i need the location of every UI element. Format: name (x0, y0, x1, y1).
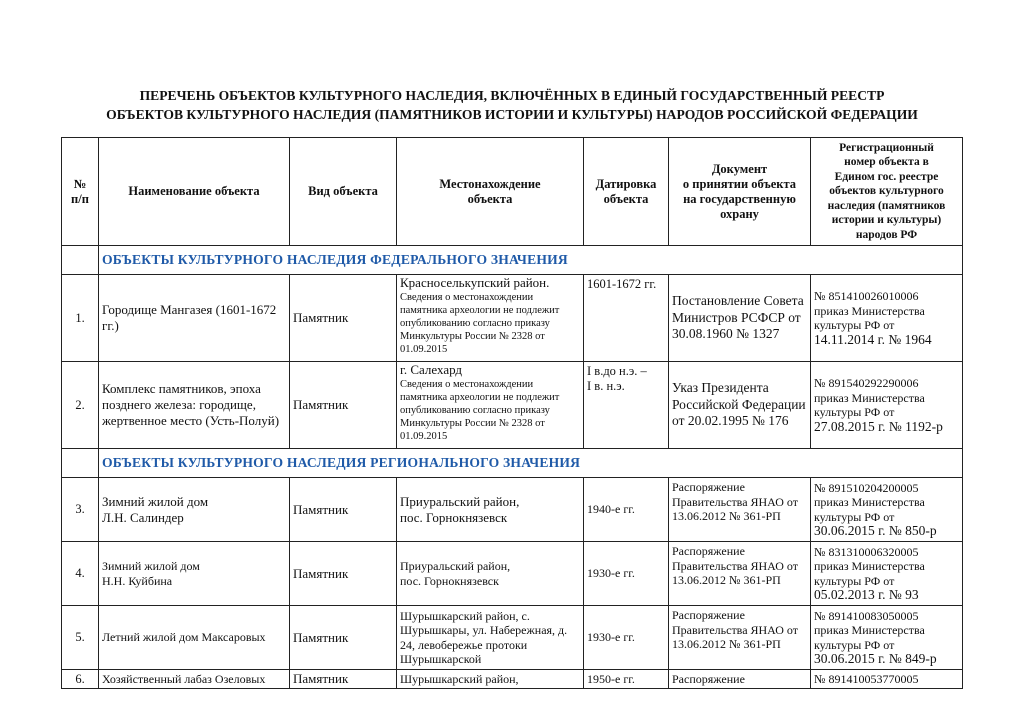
registration-number (811, 275, 963, 362)
header-dating-line: Датировка (595, 176, 657, 191)
header-document-line: Документ (711, 161, 768, 176)
registration-number (811, 362, 963, 449)
section-title-regional: ОБЪЕКТЫ КУЛЬТУРНОГО НАСЛЕДИЯ РЕГИОНАЛЬНОГО ЗНАЧЕНИЯ (99, 449, 963, 478)
registration-number (811, 542, 963, 606)
registration-number (811, 478, 963, 542)
dating-line: I в. н.э. (587, 379, 625, 393)
location-text: г. Салехард (400, 362, 463, 377)
title-line-1: ПЕРЕЧЕНЬ ОБЪЕКТОВ КУЛЬТУРНОГО НАСЛЕДИЯ, ВКЛЮЧЁННЫХ В ЕДИНЫЙ ГОСУДАРСТВЕННЫЙ РЕЕСТР (139, 88, 885, 103)
object-dating: 1950-е гг. (584, 670, 669, 689)
object-name: Комплекс памятников, эпоха позднего железа: городище, жертвенное место (Усть-Полуй) (99, 362, 290, 449)
reg-date: 05.02.2013 г. № 93 (814, 587, 919, 602)
protection-document: Распоряжение Правительства ЯНАО от 13.06.2012 № 361-РП (669, 478, 811, 542)
header-document (669, 138, 811, 246)
header-dating-line: объекта (603, 191, 649, 206)
section-title-federal: ОБЪЕКТЫ КУЛЬТУРНОГО НАСЛЕДИЯ ФЕДЕРАЛЬНОГО ЗНАЧЕНИЯ (99, 246, 963, 275)
document-title (40, 86, 984, 124)
reg-order: приказ Министерства культуры РФ от (814, 495, 925, 524)
header-name: Наименование объекта (99, 138, 290, 246)
object-type: Памятник (290, 362, 397, 449)
object-location: Шурышкарский район, (397, 670, 584, 689)
object-name-line: Зимний жилой дом (102, 559, 200, 573)
reg-number: № 891510204200005 (814, 480, 919, 495)
table-row (62, 275, 963, 362)
header-document-line: о принятии объекта (682, 176, 797, 191)
row-num: 2. (62, 362, 99, 449)
header-reg-line: Едином гос. реестре (834, 170, 939, 183)
protection-document: Распоряжение Правительства ЯНАО от 13.06.2012 № 361-РП (669, 606, 811, 670)
object-type: Памятник (290, 542, 397, 606)
location-line: Приуральский район, (400, 559, 511, 573)
object-location (397, 478, 584, 542)
location-line: пос. Горнокнязевск (400, 573, 499, 588)
header-num-line: п/п (71, 191, 89, 206)
header-num (62, 138, 99, 246)
location-note: Сведения о местонахождении памятника археологии не подлежит опубликованию согласно приказу Минкультуры России № 2328 от 01.09.2015 (400, 292, 560, 355)
reg-number: № 831310006320005 (814, 544, 919, 559)
table-row (62, 542, 963, 606)
row-num: 1. (62, 275, 99, 362)
object-location (397, 542, 584, 606)
reg-order: приказ Министерства культуры РФ от (814, 303, 925, 332)
reg-number: № 891540292290006 (814, 376, 919, 390)
protection-document: Распоряжение (669, 670, 811, 689)
header-num-line: № (73, 176, 87, 191)
protection-document: Указ Президента Российской Федерации от 20.02.1995 № 176 (669, 362, 811, 449)
reg-order: приказ Министерства культуры РФ от (814, 623, 925, 652)
object-name-line: Зимний жилой дом (102, 493, 209, 509)
object-dating: 1930-е гг. (584, 542, 669, 606)
object-name: Летний жилой дом Максаровых (99, 606, 290, 670)
header-reg-line: истории и культуры) (831, 214, 942, 227)
header-type: Вид объекта (290, 138, 397, 246)
reg-number: № 851410026010006 (814, 289, 919, 303)
object-name-line: Н.Н. Куйбина (102, 573, 173, 588)
header-document-line: охрану (720, 206, 759, 221)
table-row (62, 362, 963, 449)
section-row-federal (62, 246, 963, 275)
table-row (62, 606, 963, 670)
section-spacer (62, 449, 99, 478)
object-location: Шурышкарский район, с. Шурышкары, ул. Набережная, д. 24, левобережье протоки Шурышкарской (397, 606, 584, 670)
reg-number: № 891410053770005 (814, 671, 919, 686)
location-line: Приуральский район, (400, 493, 520, 509)
header-dating (584, 138, 669, 246)
object-location (397, 362, 584, 449)
object-type: Памятник (290, 670, 397, 689)
object-dating: 1601-1672 гг. (584, 275, 669, 362)
header-reg-line: народов РФ (855, 228, 918, 241)
row-num: 6. (62, 670, 99, 689)
header-reg-number (811, 138, 963, 246)
table-row (62, 478, 963, 542)
reg-order: приказ Министерства культуры РФ от (814, 559, 925, 588)
reg-date: 30.06.2015 г. № 850-р (814, 523, 937, 538)
object-name-line: Л.Н. Салиндер (102, 509, 184, 525)
object-type: Памятник (290, 478, 397, 542)
protection-document: Постановление Совета Министров РСФСР от 30.08.1960 № 1327 (669, 275, 811, 362)
header-document-line: на государственную (683, 191, 796, 206)
header-location (397, 138, 584, 246)
object-location (397, 275, 584, 362)
object-dating: 1930-е гг. (584, 606, 669, 670)
row-num: 3. (62, 478, 99, 542)
registration-number (811, 670, 963, 689)
location-text: Красноселькупский район. (400, 275, 550, 290)
reg-number: № 891410083050005 (814, 608, 919, 623)
object-type: Памятник (290, 606, 397, 670)
row-num: 5. (62, 606, 99, 670)
heritage-register-table (61, 137, 963, 689)
registration-number (811, 606, 963, 670)
reg-order: приказ Министерства культуры РФ от (814, 390, 925, 419)
section-row-regional (62, 449, 963, 478)
header-location-line: Местонахождение (439, 176, 541, 191)
object-name: Хозяйственный лабаз Озеловых (99, 670, 290, 689)
protection-document: Распоряжение Правительства ЯНАО от 13.06.2012 № 361-РП (669, 542, 811, 606)
object-type: Памятник (290, 275, 397, 362)
table-header-row (62, 138, 963, 246)
header-location-line: объекта (467, 191, 513, 206)
object-name: Городище Мангазея (1601-1672 гг.) (99, 275, 290, 362)
object-name (99, 478, 290, 542)
header-reg-line: наследия (памятников (827, 199, 946, 212)
header-reg-line: объектов культурного (829, 185, 944, 198)
reg-date: 14.11.2014 г. № 1964 (814, 331, 932, 347)
row-num: 4. (62, 542, 99, 606)
object-name (99, 542, 290, 606)
title-line-2: ОБЪЕКТОВ КУЛЬТУРНОГО НАСЛЕДИЯ (ПАМЯТНИКОВ ИСТОРИИ И КУЛЬТУРЫ) НАРОДОВ РОССИЙСКОЙ ФЕДЕРАЦИИ (106, 107, 918, 122)
object-dating (584, 362, 669, 449)
location-line: пос. Горнокнязевск (400, 509, 508, 525)
table-row (62, 670, 963, 689)
header-reg-line: номер объекта в (844, 156, 929, 169)
dating-line: I в.до н.э. – (587, 364, 647, 378)
reg-date: 27.08.2015 г. № 1192-р (814, 418, 943, 434)
location-note: Сведения о местонахождении памятника археологии не подлежит опубликованию согласно приказу Минкультуры России № 2328 от 01.09.2015 (400, 379, 560, 442)
header-reg-line: Регистрационный (839, 141, 934, 154)
reg-date: 30.06.2015 г. № 849-р (814, 651, 937, 666)
object-dating: 1940-е гг. (584, 478, 669, 542)
section-spacer (62, 246, 99, 275)
